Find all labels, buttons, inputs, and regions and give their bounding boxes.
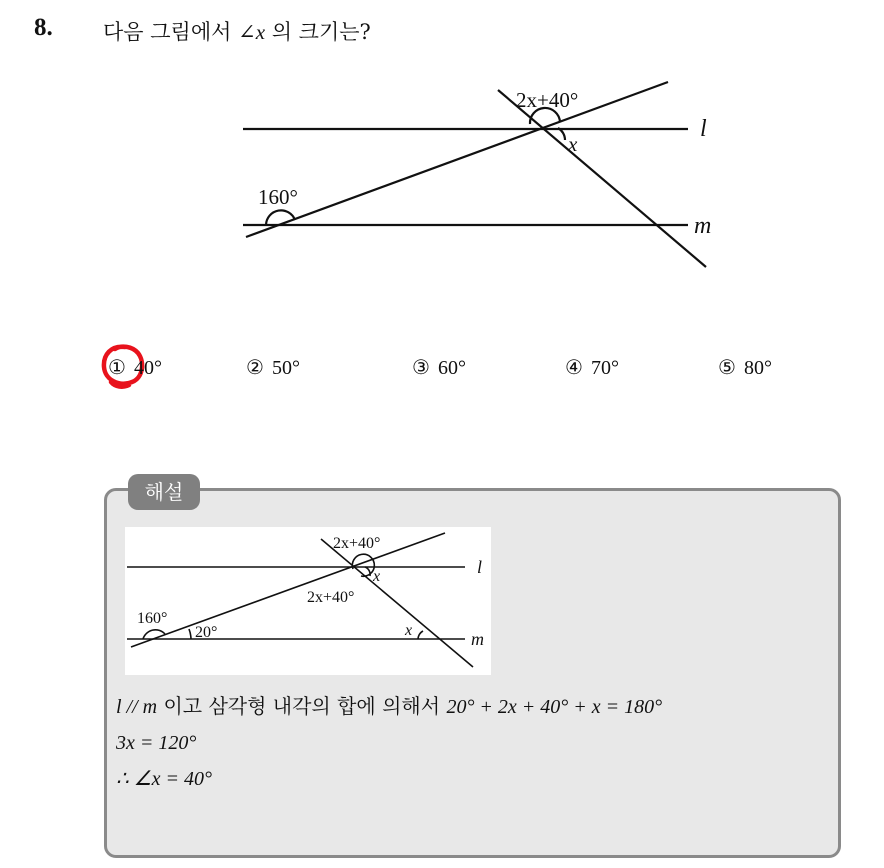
answer-choices <box>0 355 884 385</box>
solution-equation: 20° + 2x + 40° + x = 180° <box>446 696 663 718</box>
choice-4[interactable] <box>565 355 619 380</box>
transversal-2 <box>498 90 706 267</box>
sol-angle-label-inner: 2x+40° <box>307 589 355 606</box>
question-text-part: 다음 그림에서 <box>103 20 239 44</box>
choice-value: 70° <box>590 357 619 379</box>
question-text-part: 의 크기는? <box>265 20 371 44</box>
solution-line-3 <box>116 766 212 791</box>
solution-figure <box>125 527 491 675</box>
choice-number: ② <box>246 357 264 379</box>
angle-label-x: x <box>568 132 578 156</box>
choice-value: 80° <box>743 357 772 379</box>
sol-angle-label-x-bottom: x <box>405 622 413 639</box>
choice-3[interactable] <box>412 355 466 380</box>
problem-figure <box>0 0 884 340</box>
angle-label-top: 2x+40° <box>516 88 579 112</box>
question-number: 8. <box>34 14 53 41</box>
choice-value: 60° <box>437 357 466 379</box>
solution-conclusion: ∴ ∠x = 40° <box>116 768 213 790</box>
line-label-m: m <box>694 213 712 239</box>
choice-value: 50° <box>271 357 300 379</box>
line-label-l: l <box>700 116 707 142</box>
angle-label-160: 160° <box>258 185 298 209</box>
transversal-1 <box>246 82 668 237</box>
choice-1[interactable] <box>108 355 162 380</box>
choice-number: ③ <box>412 357 430 379</box>
sol-angle-label-top: 2x+40° <box>333 535 381 552</box>
solution-line-1 <box>116 690 662 719</box>
parallel-statement: l // m <box>116 696 158 718</box>
choice-number: ① <box>108 357 126 379</box>
choice-2[interactable] <box>246 355 300 380</box>
solution-equation: 3x = 120° <box>116 732 197 754</box>
choice-value: 40° <box>133 357 162 379</box>
choice-number: ⑤ <box>718 357 736 379</box>
question-variable: x <box>255 20 266 44</box>
choice-number: ④ <box>565 357 583 379</box>
solution-tag: 해설 <box>128 474 200 510</box>
sol-line-label-l: l <box>477 557 483 577</box>
angle-arc-160 <box>266 210 295 225</box>
sol-angle-label-20: 20° <box>195 624 218 641</box>
sol-angle-label-160: 160° <box>137 610 168 627</box>
solution-line-2 <box>116 730 196 755</box>
choice-5[interactable] <box>718 355 772 380</box>
angle-symbol: ∠ <box>238 20 256 44</box>
sol-line-label-m: m <box>471 629 484 649</box>
sol-angle-label-x: x <box>373 568 381 585</box>
solution-text: 이고 삼각형 내각의 합에 의해서 <box>157 694 447 718</box>
